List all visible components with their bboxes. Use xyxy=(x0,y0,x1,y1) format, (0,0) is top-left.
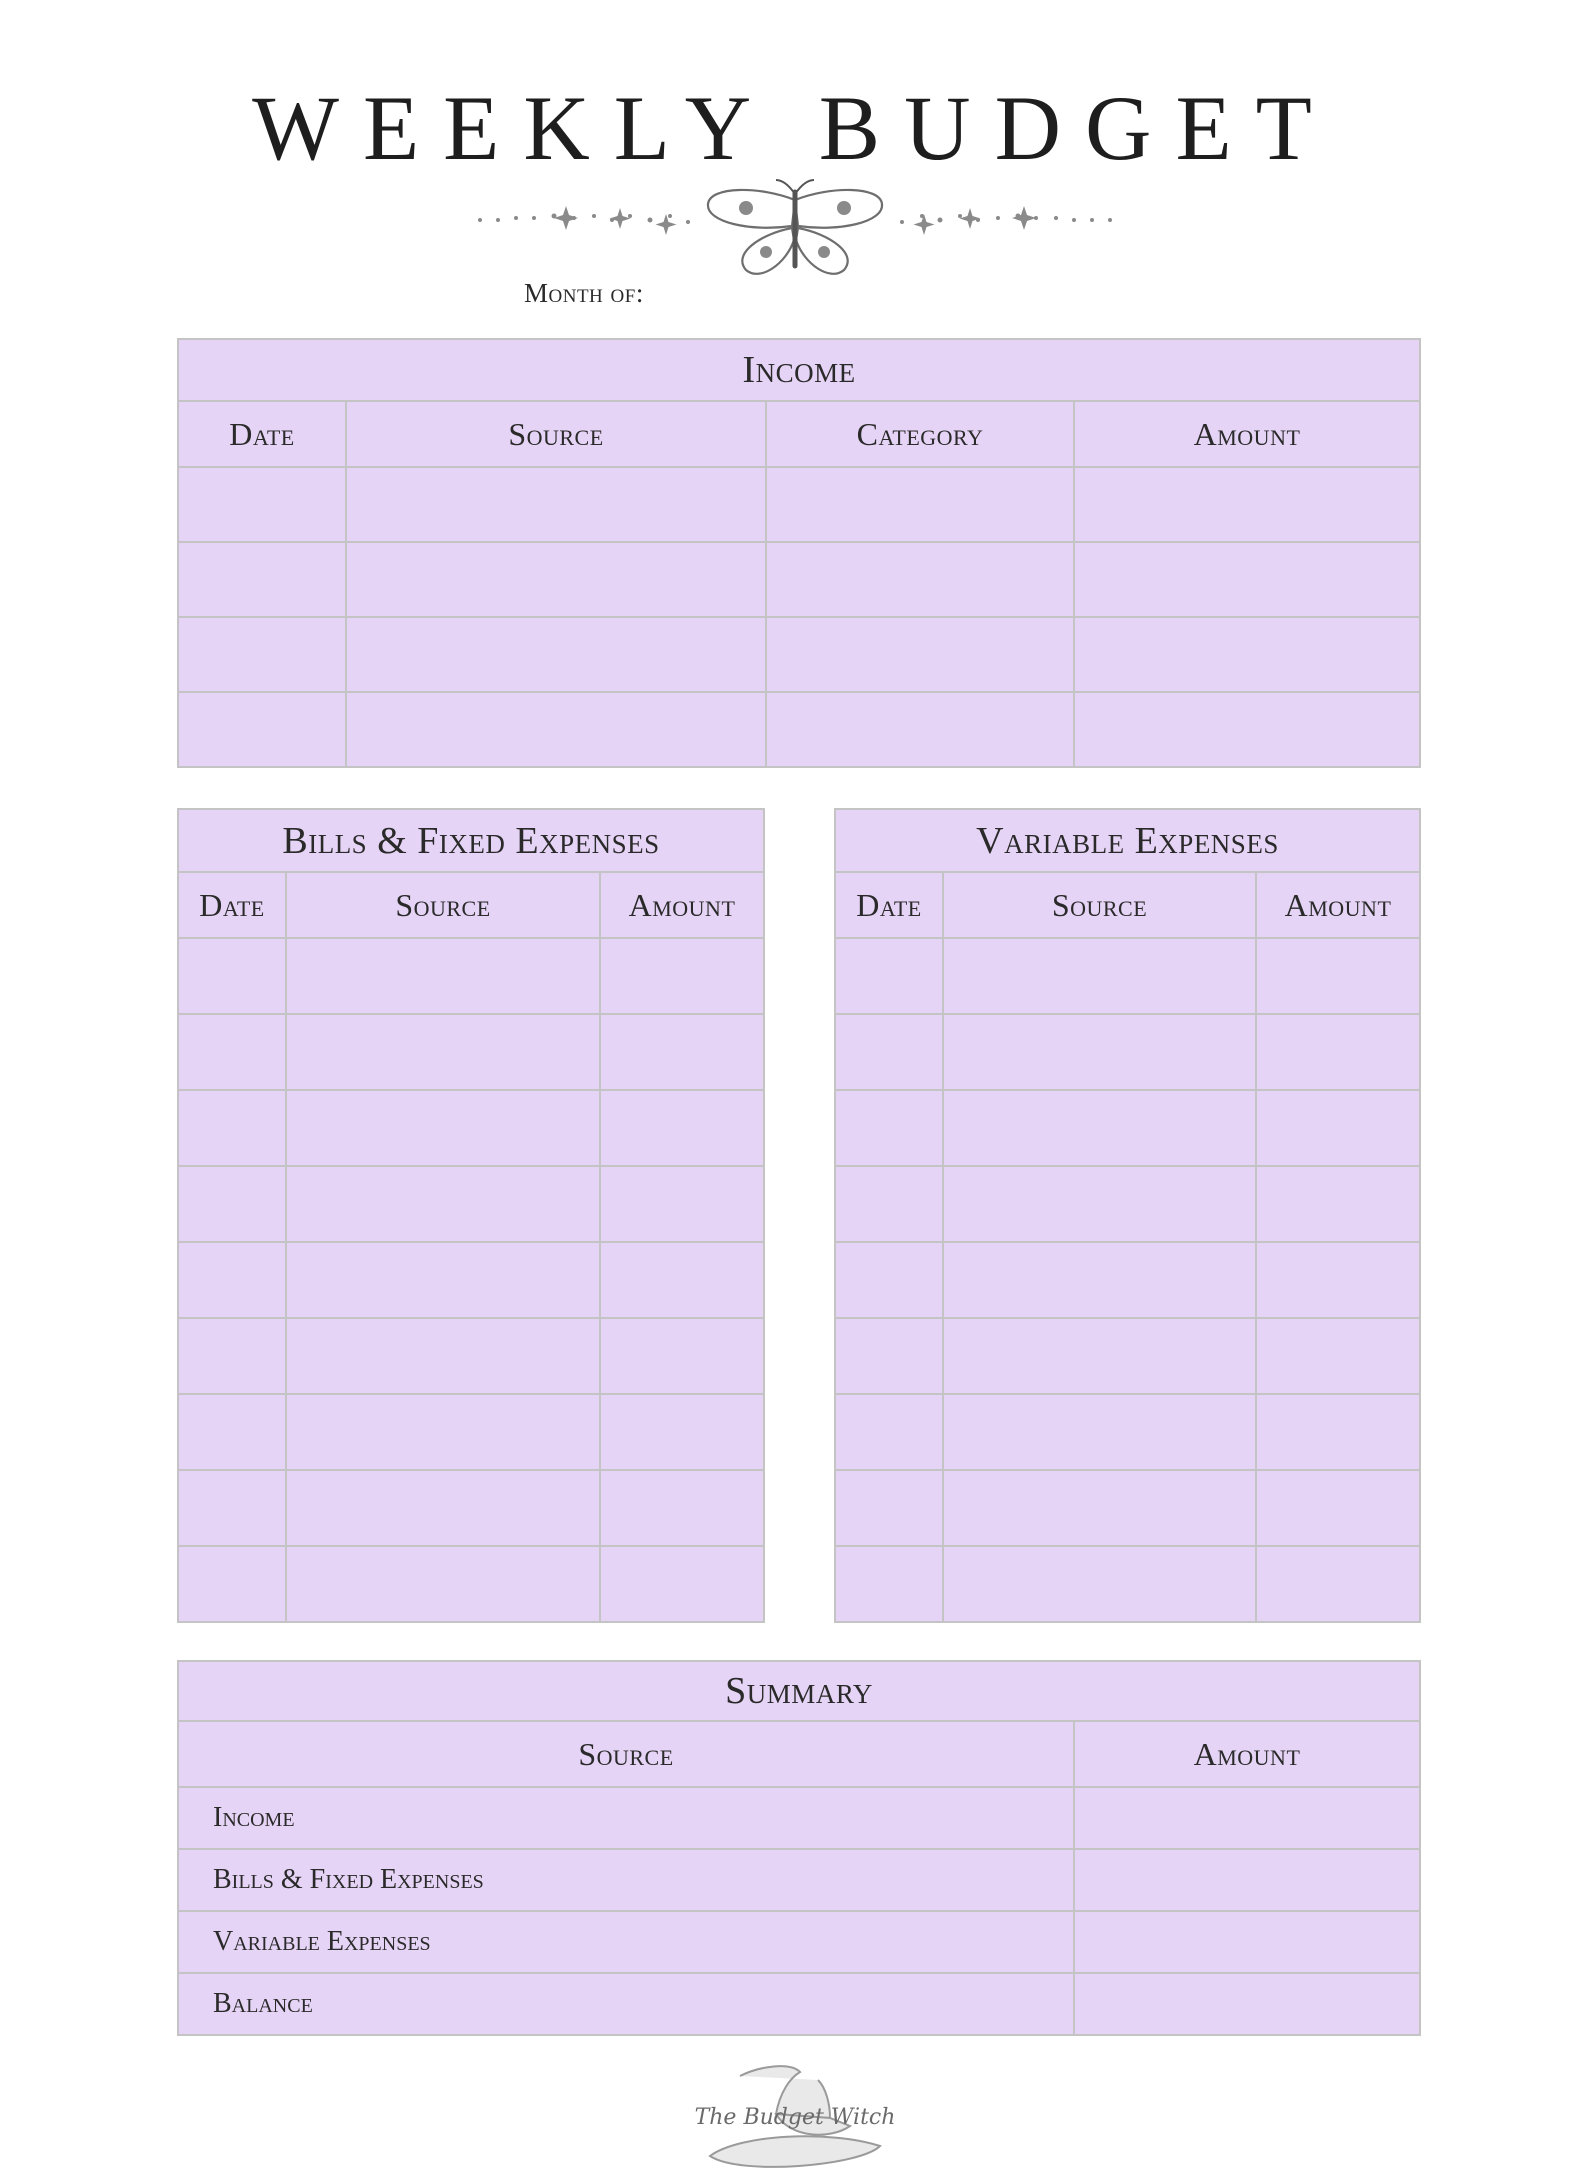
table-row xyxy=(178,542,1420,617)
variable-amount-cell[interactable] xyxy=(1256,1546,1420,1622)
table-row xyxy=(835,1546,1420,1622)
variable-source-cell[interactable] xyxy=(943,1470,1256,1546)
table-row xyxy=(835,1090,1420,1166)
bills-date-cell[interactable] xyxy=(178,1318,286,1394)
table-row xyxy=(178,1546,764,1622)
variable-source-cell[interactable] xyxy=(943,1394,1256,1470)
income-category-cell[interactable] xyxy=(766,617,1074,692)
table-row xyxy=(178,1849,1420,1911)
bills-source-cell[interactable] xyxy=(286,1394,600,1470)
summary-title: Summary xyxy=(178,1661,1420,1721)
witch-hat-logo-icon xyxy=(680,2048,910,2184)
bills-date-cell[interactable] xyxy=(178,938,286,1014)
variable-amount-cell[interactable] xyxy=(1256,1394,1420,1470)
table-row xyxy=(835,1014,1420,1090)
butterfly-ornament-icon xyxy=(470,178,1120,278)
bills-source-cell[interactable] xyxy=(286,1318,600,1394)
summary-bills-amount[interactable] xyxy=(1074,1849,1420,1911)
summary-table xyxy=(177,1660,1421,2036)
table-row xyxy=(178,1973,1420,2035)
bills-amount-header: Amount xyxy=(600,872,764,938)
variable-amount-cell[interactable] xyxy=(1256,1166,1420,1242)
variable-amount-header: Amount xyxy=(1256,872,1420,938)
income-category-cell[interactable] xyxy=(766,542,1074,617)
bills-amount-cell[interactable] xyxy=(600,1166,764,1242)
summary-amount-header: Amount xyxy=(1074,1721,1420,1787)
table-row xyxy=(178,1014,764,1090)
income-source-cell[interactable] xyxy=(346,467,766,542)
variable-amount-cell[interactable] xyxy=(1256,938,1420,1014)
table-row xyxy=(835,1394,1420,1470)
income-table xyxy=(177,338,1421,768)
table-row xyxy=(178,1470,764,1546)
income-source-cell[interactable] xyxy=(346,617,766,692)
income-source-header: Source xyxy=(346,401,766,467)
variable-date-cell[interactable] xyxy=(835,1546,943,1622)
bills-title: Bills & Fixed Expenses xyxy=(178,809,764,872)
table-row xyxy=(835,1166,1420,1242)
bills-date-cell[interactable] xyxy=(178,1242,286,1318)
bills-source-cell[interactable] xyxy=(286,1470,600,1546)
income-date-cell[interactable] xyxy=(178,467,346,542)
variable-source-cell[interactable] xyxy=(943,1090,1256,1166)
income-title: Income xyxy=(178,339,1420,401)
bills-amount-cell[interactable] xyxy=(600,938,764,1014)
month-of-label: Month of: xyxy=(524,278,644,308)
variable-date-cell[interactable] xyxy=(835,1470,943,1546)
variable-amount-cell[interactable] xyxy=(1256,1014,1420,1090)
bills-table xyxy=(177,808,765,1623)
table-row xyxy=(178,692,1420,767)
summary-balance-label: Balance xyxy=(178,1973,1074,2035)
table-row xyxy=(178,1166,764,1242)
variable-date-cell[interactable] xyxy=(835,938,943,1014)
bills-source-cell[interactable] xyxy=(286,1014,600,1090)
bills-amount-cell[interactable] xyxy=(600,1090,764,1166)
bills-amount-cell[interactable] xyxy=(600,1394,764,1470)
income-category-cell[interactable] xyxy=(766,467,1074,542)
variable-amount-cell[interactable] xyxy=(1256,1470,1420,1546)
table-row xyxy=(178,467,1420,542)
table-row xyxy=(835,1470,1420,1546)
bills-amount-cell[interactable] xyxy=(600,1014,764,1090)
income-amount-cell[interactable] xyxy=(1074,467,1420,542)
variable-date-cell[interactable] xyxy=(835,1242,943,1318)
logo-text: The Budget Witch xyxy=(694,2105,896,2130)
table-row xyxy=(178,1394,764,1470)
bills-date-header: Date xyxy=(178,872,286,938)
bills-amount-cell[interactable] xyxy=(600,1242,764,1318)
bills-source-cell[interactable] xyxy=(286,1546,600,1622)
bills-amount-cell[interactable] xyxy=(600,1470,764,1546)
income-date-cell[interactable] xyxy=(178,617,346,692)
income-amount-header: Amount xyxy=(1074,401,1420,467)
summary-variable-label: Variable Expenses xyxy=(178,1911,1074,1973)
table-row xyxy=(178,1318,764,1394)
bills-source-cell[interactable] xyxy=(286,1242,600,1318)
variable-source-cell[interactable] xyxy=(943,1242,1256,1318)
summary-income-amount[interactable] xyxy=(1074,1787,1420,1849)
variable-amount-cell[interactable] xyxy=(1256,1090,1420,1166)
bills-date-cell[interactable] xyxy=(178,1090,286,1166)
variable-date-cell[interactable] xyxy=(835,1014,943,1090)
variable-date-cell[interactable] xyxy=(835,1090,943,1166)
variable-date-header: Date xyxy=(835,872,943,938)
income-date-header: Date xyxy=(178,401,346,467)
table-row xyxy=(178,617,1420,692)
variable-amount-cell[interactable] xyxy=(1256,1318,1420,1394)
income-category-cell[interactable] xyxy=(766,692,1074,767)
summary-income-label: Income xyxy=(178,1787,1074,1849)
table-row xyxy=(835,938,1420,1014)
income-date-cell[interactable] xyxy=(178,542,346,617)
bills-source-cell[interactable] xyxy=(286,1090,600,1166)
table-row xyxy=(835,1242,1420,1318)
variable-source-cell[interactable] xyxy=(943,1546,1256,1622)
table-row xyxy=(178,1787,1420,1849)
income-category-header: Category xyxy=(766,401,1074,467)
bills-date-cell[interactable] xyxy=(178,1166,286,1242)
variable-date-cell[interactable] xyxy=(835,1394,943,1470)
bills-amount-cell[interactable] xyxy=(600,1318,764,1394)
income-amount-cell[interactable] xyxy=(1074,692,1420,767)
bills-date-cell[interactable] xyxy=(178,1546,286,1622)
bills-date-cell[interactable] xyxy=(178,1014,286,1090)
table-row xyxy=(835,1318,1420,1394)
table-row xyxy=(178,938,764,1014)
variable-source-cell[interactable] xyxy=(943,1014,1256,1090)
variable-amount-cell[interactable] xyxy=(1256,1242,1420,1318)
income-amount-cell[interactable] xyxy=(1074,617,1420,692)
table-row xyxy=(178,1242,764,1318)
page-title: WEEKLY BUDGET xyxy=(252,77,1336,179)
summary-balance-amount[interactable] xyxy=(1074,1973,1420,2035)
income-amount-cell[interactable] xyxy=(1074,542,1420,617)
table-row xyxy=(178,1911,1420,1973)
income-date-cell[interactable] xyxy=(178,692,346,767)
variable-source-cell[interactable] xyxy=(943,938,1256,1014)
variable-date-cell[interactable] xyxy=(835,1318,943,1394)
variable-source-cell[interactable] xyxy=(943,1166,1256,1242)
variable-table xyxy=(834,808,1421,1623)
bills-date-cell[interactable] xyxy=(178,1470,286,1546)
bills-source-cell[interactable] xyxy=(286,938,600,1014)
bills-source-header: Source xyxy=(286,872,600,938)
summary-bills-label: Bills & Fixed Expenses xyxy=(178,1849,1074,1911)
bills-date-cell[interactable] xyxy=(178,1394,286,1470)
bills-source-cell[interactable] xyxy=(286,1166,600,1242)
variable-source-cell[interactable] xyxy=(943,1318,1256,1394)
income-source-cell[interactable] xyxy=(346,692,766,767)
variable-title: Variable Expenses xyxy=(835,809,1420,872)
summary-variable-amount[interactable] xyxy=(1074,1911,1420,1973)
variable-date-cell[interactable] xyxy=(835,1166,943,1242)
bills-amount-cell[interactable] xyxy=(600,1546,764,1622)
income-source-cell[interactable] xyxy=(346,542,766,617)
variable-source-header: Source xyxy=(943,872,1256,938)
table-row xyxy=(178,1090,764,1166)
summary-source-header: Source xyxy=(178,1721,1074,1787)
